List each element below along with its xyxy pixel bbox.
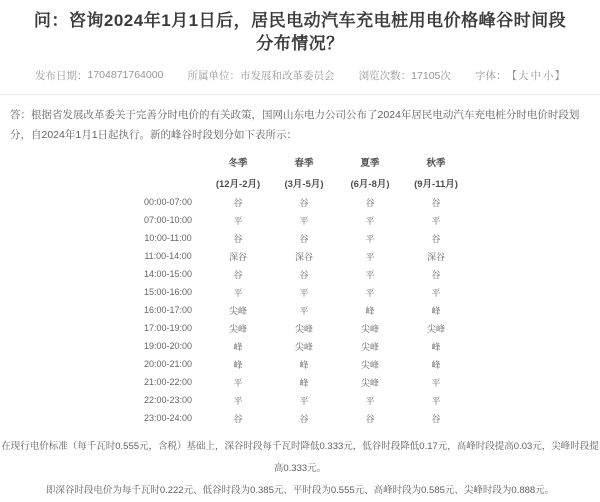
view-count-label: 浏览次数： xyxy=(358,69,412,82)
department xyxy=(188,68,335,83)
period-type-cell: 平 xyxy=(365,287,375,298)
table-row xyxy=(131,247,469,265)
period-type-cell: 深谷 xyxy=(294,251,313,262)
period-type-cell: 谷 xyxy=(299,197,309,208)
period-type-cell: 深谷 xyxy=(228,251,247,262)
time-range-cell: 14:00-15:00 xyxy=(143,269,193,279)
month-range-cell: (9月-11月) xyxy=(414,178,458,190)
table-row xyxy=(131,265,469,283)
period-type-cell: 深谷 xyxy=(426,251,445,262)
period-type-cell: 尖峰 xyxy=(426,323,445,334)
table-body xyxy=(131,193,469,427)
period-type-cell: 尖峰 xyxy=(360,323,379,334)
period-type-cell: 平 xyxy=(431,287,441,298)
time-range-cell: 21:00-22:00 xyxy=(143,377,193,387)
period-type-cell: 峰 xyxy=(299,377,309,388)
table-row xyxy=(131,193,469,211)
publish-date-value: 1704871764000 xyxy=(87,69,164,81)
time-range-cell: 23:00-24:00 xyxy=(143,413,193,423)
page-title: 问：咨询2024年1月1日后，居民电动汽车充电桩用电价格峰谷时间段分布情况？ xyxy=(33,11,567,53)
time-range-cell: 16:00-17:00 xyxy=(143,305,193,315)
department-value: 市发展和改革委员会 xyxy=(240,69,335,82)
corner-cell xyxy=(131,172,205,193)
time-range-cell: 11:00-14:00 xyxy=(144,251,192,261)
price-note-line1: 在现行电价标准（每千瓦时0.555元，含税）基础上，深谷时段每千瓦时降低0.333元，低谷时段降低0.17元，高峰时段提高0.03元，尖峰时段提高0.333元。 xyxy=(1,441,599,474)
period-type-cell: 峰 xyxy=(299,359,309,370)
font-bracket-close: 】 xyxy=(554,69,565,82)
price-note-line2: 即深谷时段电价为每千瓦时0.222元、低谷时段为0.385元、平时段为0.555元、高峰时段为0.585元、尖峰时段为0.888元。 xyxy=(45,485,555,496)
price-notes xyxy=(0,436,600,502)
font-size-large-button[interactable]: 大 xyxy=(518,69,529,82)
font-size-switcher xyxy=(475,68,565,83)
period-type-cell: 尖峰 xyxy=(360,359,379,370)
period-type-cell: 平 xyxy=(365,233,375,244)
period-type-cell: 谷 xyxy=(431,197,441,208)
time-range-cell: 22:00-23:00 xyxy=(143,395,193,405)
time-range-cell: 19:00-20:00 xyxy=(143,341,193,351)
month-range-cell: (6月-8月) xyxy=(350,178,390,190)
time-range-cell: 00:00-07:00 xyxy=(143,197,193,207)
period-type-cell: 尖峰 xyxy=(294,341,313,352)
season-header-cell: 春季 xyxy=(294,157,314,169)
period-type-cell: 尖峰 xyxy=(360,341,379,352)
period-type-cell: 谷 xyxy=(431,233,441,244)
period-type-cell: 谷 xyxy=(233,413,243,424)
table-row xyxy=(131,229,469,247)
time-range-cell: 17:00-19:00 xyxy=(143,323,193,333)
period-type-cell: 平 xyxy=(299,215,309,226)
period-type-cell: 峰 xyxy=(233,359,243,370)
table-row xyxy=(131,301,469,319)
season-header-cell: 冬季 xyxy=(228,157,248,169)
period-type-cell: 平 xyxy=(299,305,309,316)
table-row xyxy=(131,337,469,355)
season-header-row xyxy=(131,151,469,172)
period-type-cell: 平 xyxy=(365,269,375,280)
season-header-cell: 秋季 xyxy=(426,157,446,169)
price-period-table xyxy=(131,151,469,427)
period-type-cell: 平 xyxy=(233,287,243,298)
department-label: 所属单位： xyxy=(187,69,241,82)
view-count xyxy=(359,68,451,83)
period-type-cell: 平 xyxy=(233,377,243,388)
period-type-cell: 峰 xyxy=(431,305,441,316)
period-type-cell: 平 xyxy=(365,395,375,406)
period-type-cell: 平 xyxy=(365,215,375,226)
period-type-cell: 平 xyxy=(431,377,441,388)
period-type-cell: 谷 xyxy=(365,197,375,208)
period-type-cell: 谷 xyxy=(233,197,243,208)
month-header-row xyxy=(131,172,469,193)
season-header-cell: 夏季 xyxy=(360,157,380,169)
time-range-cell: 15:00-16:00 xyxy=(143,287,193,297)
period-type-cell: 峰 xyxy=(365,305,375,316)
table-row xyxy=(131,211,469,229)
meta-bar xyxy=(0,55,600,83)
month-range-cell: (12月-2月) xyxy=(215,178,261,190)
publish-date xyxy=(35,68,163,83)
period-type-cell: 峰 xyxy=(431,359,441,370)
publish-date-label: 发布日期： xyxy=(35,69,88,82)
view-count-value: 17105次 xyxy=(411,69,451,82)
period-type-cell: 谷 xyxy=(233,233,243,244)
answer-paragraph: 答：根据省发展改革委关于完善分时电价的有关政策，国网山东电力公司公布了2024年居民电动汽车充电桩分时电价时段划分，自2024年1月1日起执行。新的峰谷时段划分如下表所示： xyxy=(10,109,580,141)
period-type-cell: 谷 xyxy=(431,269,441,280)
period-type-cell: 平 xyxy=(365,251,375,262)
period-type-cell: 平 xyxy=(431,395,441,406)
period-type-cell: 平 xyxy=(233,395,243,406)
period-type-cell: 谷 xyxy=(299,233,309,244)
table-row xyxy=(131,283,469,301)
period-type-cell: 峰 xyxy=(431,341,441,352)
table-row xyxy=(131,391,469,409)
table-row xyxy=(131,319,469,337)
period-type-cell: 平 xyxy=(299,395,309,406)
period-type-cell: 谷 xyxy=(299,269,309,280)
period-type-cell: 尖峰 xyxy=(228,323,247,334)
period-type-cell: 谷 xyxy=(365,413,375,424)
table-row xyxy=(131,355,469,373)
font-size-label: 字体： xyxy=(475,69,507,82)
font-size-small-button[interactable]: 小 xyxy=(543,69,554,82)
period-type-cell: 峰 xyxy=(233,341,243,352)
table-row xyxy=(131,409,469,427)
period-type-cell: 尖峰 xyxy=(360,377,379,388)
font-bracket-open: 【 xyxy=(506,69,517,82)
time-range-cell: 07:00-10:00 xyxy=(143,215,193,225)
period-type-cell: 谷 xyxy=(431,413,441,424)
period-type-cell: 尖峰 xyxy=(228,305,247,316)
period-type-cell: 平 xyxy=(233,215,243,226)
corner-cell xyxy=(131,151,205,172)
month-range-cell: (3月-5月) xyxy=(284,178,324,190)
period-type-cell: 谷 xyxy=(299,413,309,424)
time-range-cell: 10:00-11:00 xyxy=(144,233,192,243)
period-type-cell: 尖峰 xyxy=(294,323,313,334)
table-row xyxy=(131,373,469,391)
period-type-cell: 平 xyxy=(431,215,441,226)
period-type-cell: 平 xyxy=(299,287,309,298)
period-type-cell: 谷 xyxy=(233,269,243,280)
font-size-medium-button[interactable]: 中 xyxy=(530,69,541,82)
table-header xyxy=(131,151,469,193)
time-range-cell: 20:00-21:00 xyxy=(143,359,193,369)
